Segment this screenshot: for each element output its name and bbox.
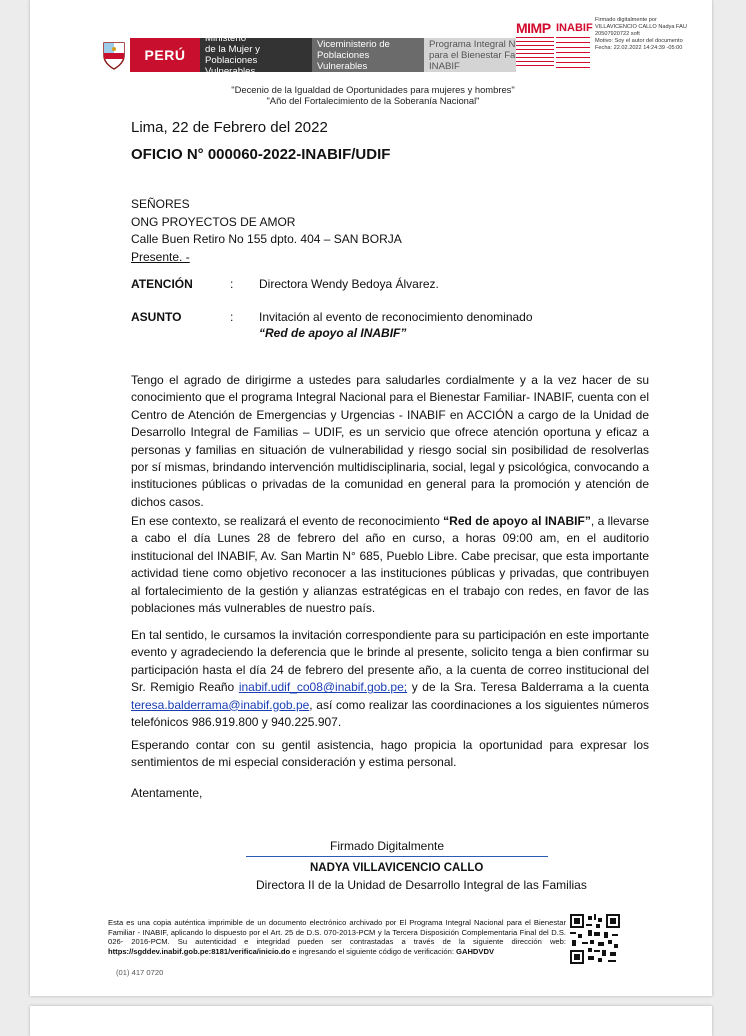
email-link-teresa[interactable]: teresa.balderrama@inabif.gob.pe <box>131 697 310 712</box>
sig-line: Motivo: Soy el autor del documento <box>595 38 683 44</box>
paragraph-3-text: y de la Sra. Teresa Balderrama a la cuenta <box>407 680 649 695</box>
next-page-edge <box>30 1006 712 1036</box>
ministry-line-1: Ministerio <box>205 33 247 44</box>
inabif-logo-text: INABIF <box>556 22 593 34</box>
inabif-logo <box>556 20 593 68</box>
paragraph-3 <box>131 627 649 731</box>
footer-text: Esta es una copia auténtica imprimible de un documento electrónico archivado por El Programa Integral Nacional para el Bienestar Familiar - INABIF, aplicando lo dispuesto por el Art. 25 de D.S. 070-2013-PCM y la Tercera Disposición Complementaria Final del D.S. 026- 2016-PCM. Su autenticidad e integridad pueden ser contrastadas a través de la siguiente dirección web: <box>108 918 566 947</box>
verification-code: GAHDVDV <box>456 946 495 956</box>
paragraph-3-text: En tal sentido, le cursamos la invitación correspondiente para su participación en este importante evento y agradeciendo la deferencia que le brinde al presente, solicito tenga a bien confirmar su participación hasta el día 24 de febrero del presente año, a la cuenta de correo institucional del Sr. Remigio Reaño <box>131 628 649 695</box>
program-segment <box>424 38 516 72</box>
paragraph-3-text: , así como realizar las coordinaciones a los siguientes números telefónicos 986.919.800 y 940.225.907. <box>131 697 649 730</box>
recipient-presente: Presente. - <box>131 249 190 264</box>
email-link-remigio[interactable]: inabif.udif_co08@inabif.gob.pe; <box>238 680 408 695</box>
asunto-text: Invitación al evento de reconocimiento denominado <box>259 310 533 324</box>
sig-line: 20507920722 soft <box>595 31 640 37</box>
decenio-line-2: "Año del Fortalecimiento de la Soberanía Nacional" <box>266 95 480 106</box>
ministry-line-2: de la Mujer y <box>205 44 260 55</box>
program-line-3: INABIF <box>429 60 460 72</box>
decenio-line-1: "Decenio de la Igualdad de Oportunidades para mujeres y hombres" <box>231 84 515 95</box>
paragraph-2-event-name: “Red de apoyo al INABIF” <box>443 514 591 528</box>
recipient-name: ONG PROYECTOS DE AMOR <box>131 214 296 229</box>
vice-ministry-line-2: Poblaciones Vulnerables <box>317 49 370 72</box>
sig-line: Fecha: 22.02.2022 14:24:39 -05:00 <box>595 45 683 51</box>
signature-line <box>246 856 548 857</box>
asunto-colon: : <box>230 310 234 324</box>
program-line-1: Programa Integral N <box>429 38 516 50</box>
oficio-number: OFICIO N° 000060-2022-INABIF/UDIF <box>131 146 391 163</box>
sig-line: Firmado digitalmente por <box>595 17 657 23</box>
ministry-line-3: Poblaciones Vulnerables <box>205 55 258 77</box>
mimp-logo <box>516 20 554 68</box>
recipient-block <box>131 196 402 266</box>
recipient-line: SEÑORES <box>131 197 190 211</box>
firmado-digitalmente: Firmado Digitalmente <box>330 839 445 853</box>
ministry-segment <box>200 33 312 77</box>
mimp-logo-text: MIMP <box>516 20 551 36</box>
sig-line: VILLAVICENCIO CALLO Nadya FAU <box>595 24 687 30</box>
peru-coat-of-arms-icon <box>102 40 126 70</box>
footer-phone: (01) 417 0720 <box>116 968 164 977</box>
program-line-2: para el Bienestar Fa <box>429 49 516 61</box>
atencion-colon: : <box>230 277 234 291</box>
country-label: PERÚ <box>144 47 186 63</box>
asunto-label: ASUNTO <box>131 310 182 324</box>
decenio-header <box>0 84 746 106</box>
paragraph-4: Esperando contar con su gentil asistencia, hago propicia la oportunidad para expresar los sentimientos de mi especial consideración y estima personal. <box>131 738 649 770</box>
place-date: Lima, 22 de Febrero del 2022 <box>131 119 328 136</box>
verification-url: https://sgddev.inabif.gob.pe:8181/verifica/inicio.do <box>108 946 291 956</box>
paragraph-1: Tengo el agrado de dirigirme a ustedes para saludarles cordialmente y a la vez hacer de su conocimiento que el programa Integral Nacional para el Bienestar Familiar- INABIF, cuenta con el Centro de Atención de Emergencias y Urgencias - INABIF en ACCIÓN a cargo de la Unidad de Desarrollo Integral de Familias – UDIF, es un servicio que ofrece atención oportuna y eficaz a personas y familias en situación de vulnerabilidad y riesgo social sin posibilidad de resolverlas por sí mismas, brindando intervención multidisciplinaria, social, legal y psicológica, convocando a instituciones públicas o privadas de la comunidad en general para la promoción y atención de dichos casos. <box>131 373 649 509</box>
authenticity-footer <box>108 918 566 956</box>
qr-code-icon <box>570 914 620 964</box>
signatory-role: Directora II de la Unidad de Desarrollo Integral de las Familias <box>256 878 587 892</box>
signatory-name: NADYA VILLAVICENCIO CALLO <box>310 862 484 874</box>
asunto-event-name: “Red de apoyo al INABIF” <box>259 326 407 340</box>
closing: Atentamente, <box>131 786 203 800</box>
asunto-value <box>259 309 533 341</box>
paragraph-2 <box>131 513 649 617</box>
vice-ministry-line-1: Viceministerio de <box>317 38 390 50</box>
paragraph-2-text: , a llevarse a cabo el día Lunes 28 de febrero del año en curso, a horas 09:00 am, en el auditorio institucional del INABIF, Av. San Martin N° 685, Pueblo Libre. Cabe precisar, que esta importante actividad tiene como objetivo reconocer a las instituciones públicas y privadas, que contribuyen al fortalecimiento de la gestión y alianzas estratégicas en el trabajo con redes, en favor de las poblaciones más vulnerables de nuestro país. <box>131 514 649 616</box>
recipient-address: Calle Buen Retiro No 155 dpto. 404 – SAN BORJA <box>131 232 402 246</box>
paragraph-2-text: En ese contexto, se realizará el evento de reconocimiento <box>131 514 444 528</box>
footer-text: e ingresando el siguiente código de verificación: <box>290 946 457 956</box>
peru-logo <box>130 38 200 72</box>
atencion-value: Directora Wendy Bedoya Álvarez. <box>259 277 439 291</box>
digital-signature-stamp <box>595 17 710 52</box>
vice-ministry-segment <box>312 38 424 72</box>
atencion-label: ATENCIÓN <box>131 277 193 291</box>
